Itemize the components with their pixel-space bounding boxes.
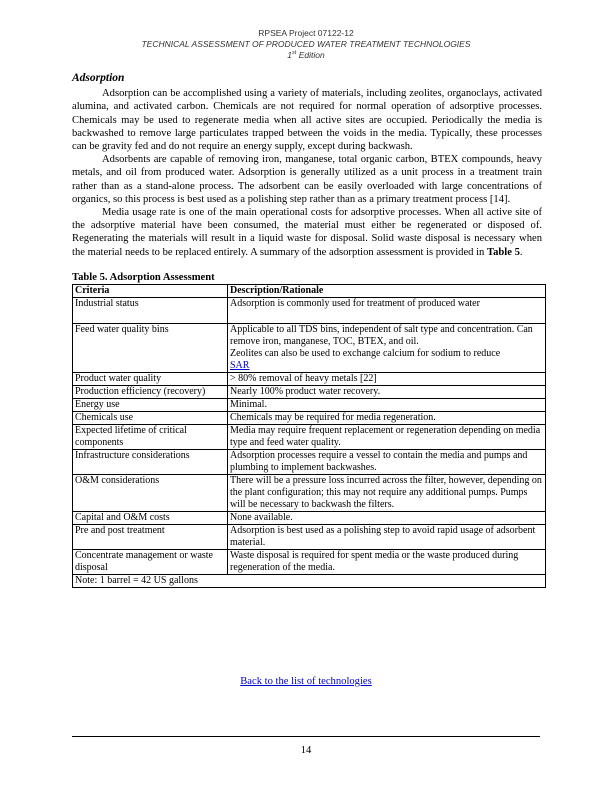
table-row xyxy=(73,449,546,474)
page-number: 14 xyxy=(300,745,312,756)
description-cell: Nearly 100% product water recovery. xyxy=(228,385,546,398)
criteria-cell: Pre and post treatment xyxy=(73,524,228,549)
table-row xyxy=(73,323,546,372)
criteria-cell: Concentrate management or waste disposal xyxy=(73,549,228,574)
table-reference: Table 5 xyxy=(487,246,520,258)
criteria-cell: Expected lifetime of critical components xyxy=(73,424,228,449)
description-cell: > 80% removal of heavy metals [22] xyxy=(228,372,546,385)
table-row xyxy=(73,524,546,549)
header-edition xyxy=(0,50,612,60)
header-criteria: Criteria xyxy=(73,284,228,297)
criteria-cell: Chemicals use xyxy=(73,411,228,424)
paragraph-3 xyxy=(72,206,542,259)
description-cell: There will be a pressure loss incurred across the filter, however, depending on the plant configuration; this may not require any additional pumps. Pumps will be necessary to backwash the filters. xyxy=(228,474,546,511)
criteria-cell: Product water quality xyxy=(73,372,228,385)
paragraph-3-text: Media usage rate is one of the main operational costs for adsorptive processes. When all active site of the adsorptive material have been consumed, the material must either be regenerated or disposed of. Regenerating the materials will result in a liquid waste for disposal. Solid waste disposal is necessary when the material needs to be replaced entirely. A summary of the adsorption assessment is provided in xyxy=(72,207,542,258)
criteria-cell: Industrial status xyxy=(73,297,228,323)
edition-number: 1 xyxy=(287,50,293,60)
table-row xyxy=(73,385,546,398)
description-cell: Chemicals may be required for media regeneration. xyxy=(228,411,546,424)
table-row xyxy=(73,549,546,574)
header-description: Description/Rationale xyxy=(228,284,546,297)
section-title: Adsorption xyxy=(72,72,125,84)
criteria-cell: Capital and O&M costs xyxy=(73,511,228,524)
footer-divider xyxy=(72,736,540,737)
description-cell: None available. xyxy=(228,511,546,524)
table-row xyxy=(73,372,546,385)
table-note-row xyxy=(73,574,546,587)
back-to-list-link-wrapper xyxy=(0,676,612,687)
description-text: Applicable to all TDS bins, independent of salt type and concentration. Can remove iron, manganese, TOC, BTEX, and oil. xyxy=(230,323,533,347)
table-note: Note: 1 barrel = 42 US gallons xyxy=(73,574,546,587)
paragraph-2: Adsorbents are capable of removing iron, manganese, total organic carbon, BTEX compounds, heavy metals, and oil from produced water. Adsorption is generally utilized as a unit process in a treatment train rather than as a stand-alone process. The adsorbent can be easily overloaded with large concentrations of organics, so this process is best used as a polishing step rather than as a primary treatment process [14]. xyxy=(72,154,542,205)
description-text-2: Zeolites can also be used to exchange calcium for sodium to reduce xyxy=(230,347,501,359)
table-row xyxy=(73,398,546,411)
description-cell: Adsorption is commonly used for treatment of produced water xyxy=(228,297,546,323)
edition-superscript: st xyxy=(292,50,297,57)
criteria-cell: Production efficiency (recovery) xyxy=(73,385,228,398)
criteria-cell: Energy use xyxy=(73,398,228,411)
table-row xyxy=(73,511,546,524)
criteria-cell: Infrastructure considerations xyxy=(73,449,228,474)
paragraph-3-end: . xyxy=(519,246,523,258)
table-row xyxy=(73,424,546,449)
edition-word: Edition xyxy=(298,50,325,60)
table-caption: Table 5. Adsorption Assessment xyxy=(72,271,215,283)
description-cell: Minimal. xyxy=(228,398,546,411)
sar-link[interactable]: SAR xyxy=(230,359,250,371)
back-to-list-link[interactable]: Back to the list of technologies xyxy=(240,676,372,687)
table-row xyxy=(73,411,546,424)
description-cell: Waste disposal is required for spent media or the waste produced during regeneration of the media. xyxy=(228,549,546,574)
description-cell: Adsorption is best used as a polishing step to avoid rapid usage of adsorbent material. xyxy=(228,524,546,549)
paragraph-1: Adsorption can be accomplished using a variety of materials, including zeolites, organoclays, activated alumina, and activated carbon. Chemicals are not required for normal operation of adsorptive processes. Chemicals may be used to regenerate media when all active sites are occupied. Periodically the media is backwashed to remove large particulates trapped between the voids in the media. Typically, these processes can be gravity fed and do not require an energy supply, except during backwash. xyxy=(72,88,542,153)
assessment-table xyxy=(72,284,546,588)
table-row xyxy=(73,297,546,323)
criteria-cell: Feed water quality bins xyxy=(73,323,228,372)
body-content xyxy=(72,72,542,588)
header-project: RPSEA Project 07122-12 xyxy=(258,28,354,38)
description-cell: Media may require frequent replacement or regeneration depending on media type and feed water quality. xyxy=(228,424,546,449)
table-row xyxy=(73,474,546,511)
description-cell xyxy=(228,323,546,372)
header-report-title: TECHNICAL ASSESSMENT OF PRODUCED WATER TREATMENT TECHNOLOGIES xyxy=(141,39,471,49)
table-header-row xyxy=(73,284,546,297)
description-cell: Adsorption processes require a vessel to contain the media and pumps and plumbing to implement backwashes. xyxy=(228,449,546,474)
criteria-cell: O&M considerations xyxy=(73,474,228,511)
